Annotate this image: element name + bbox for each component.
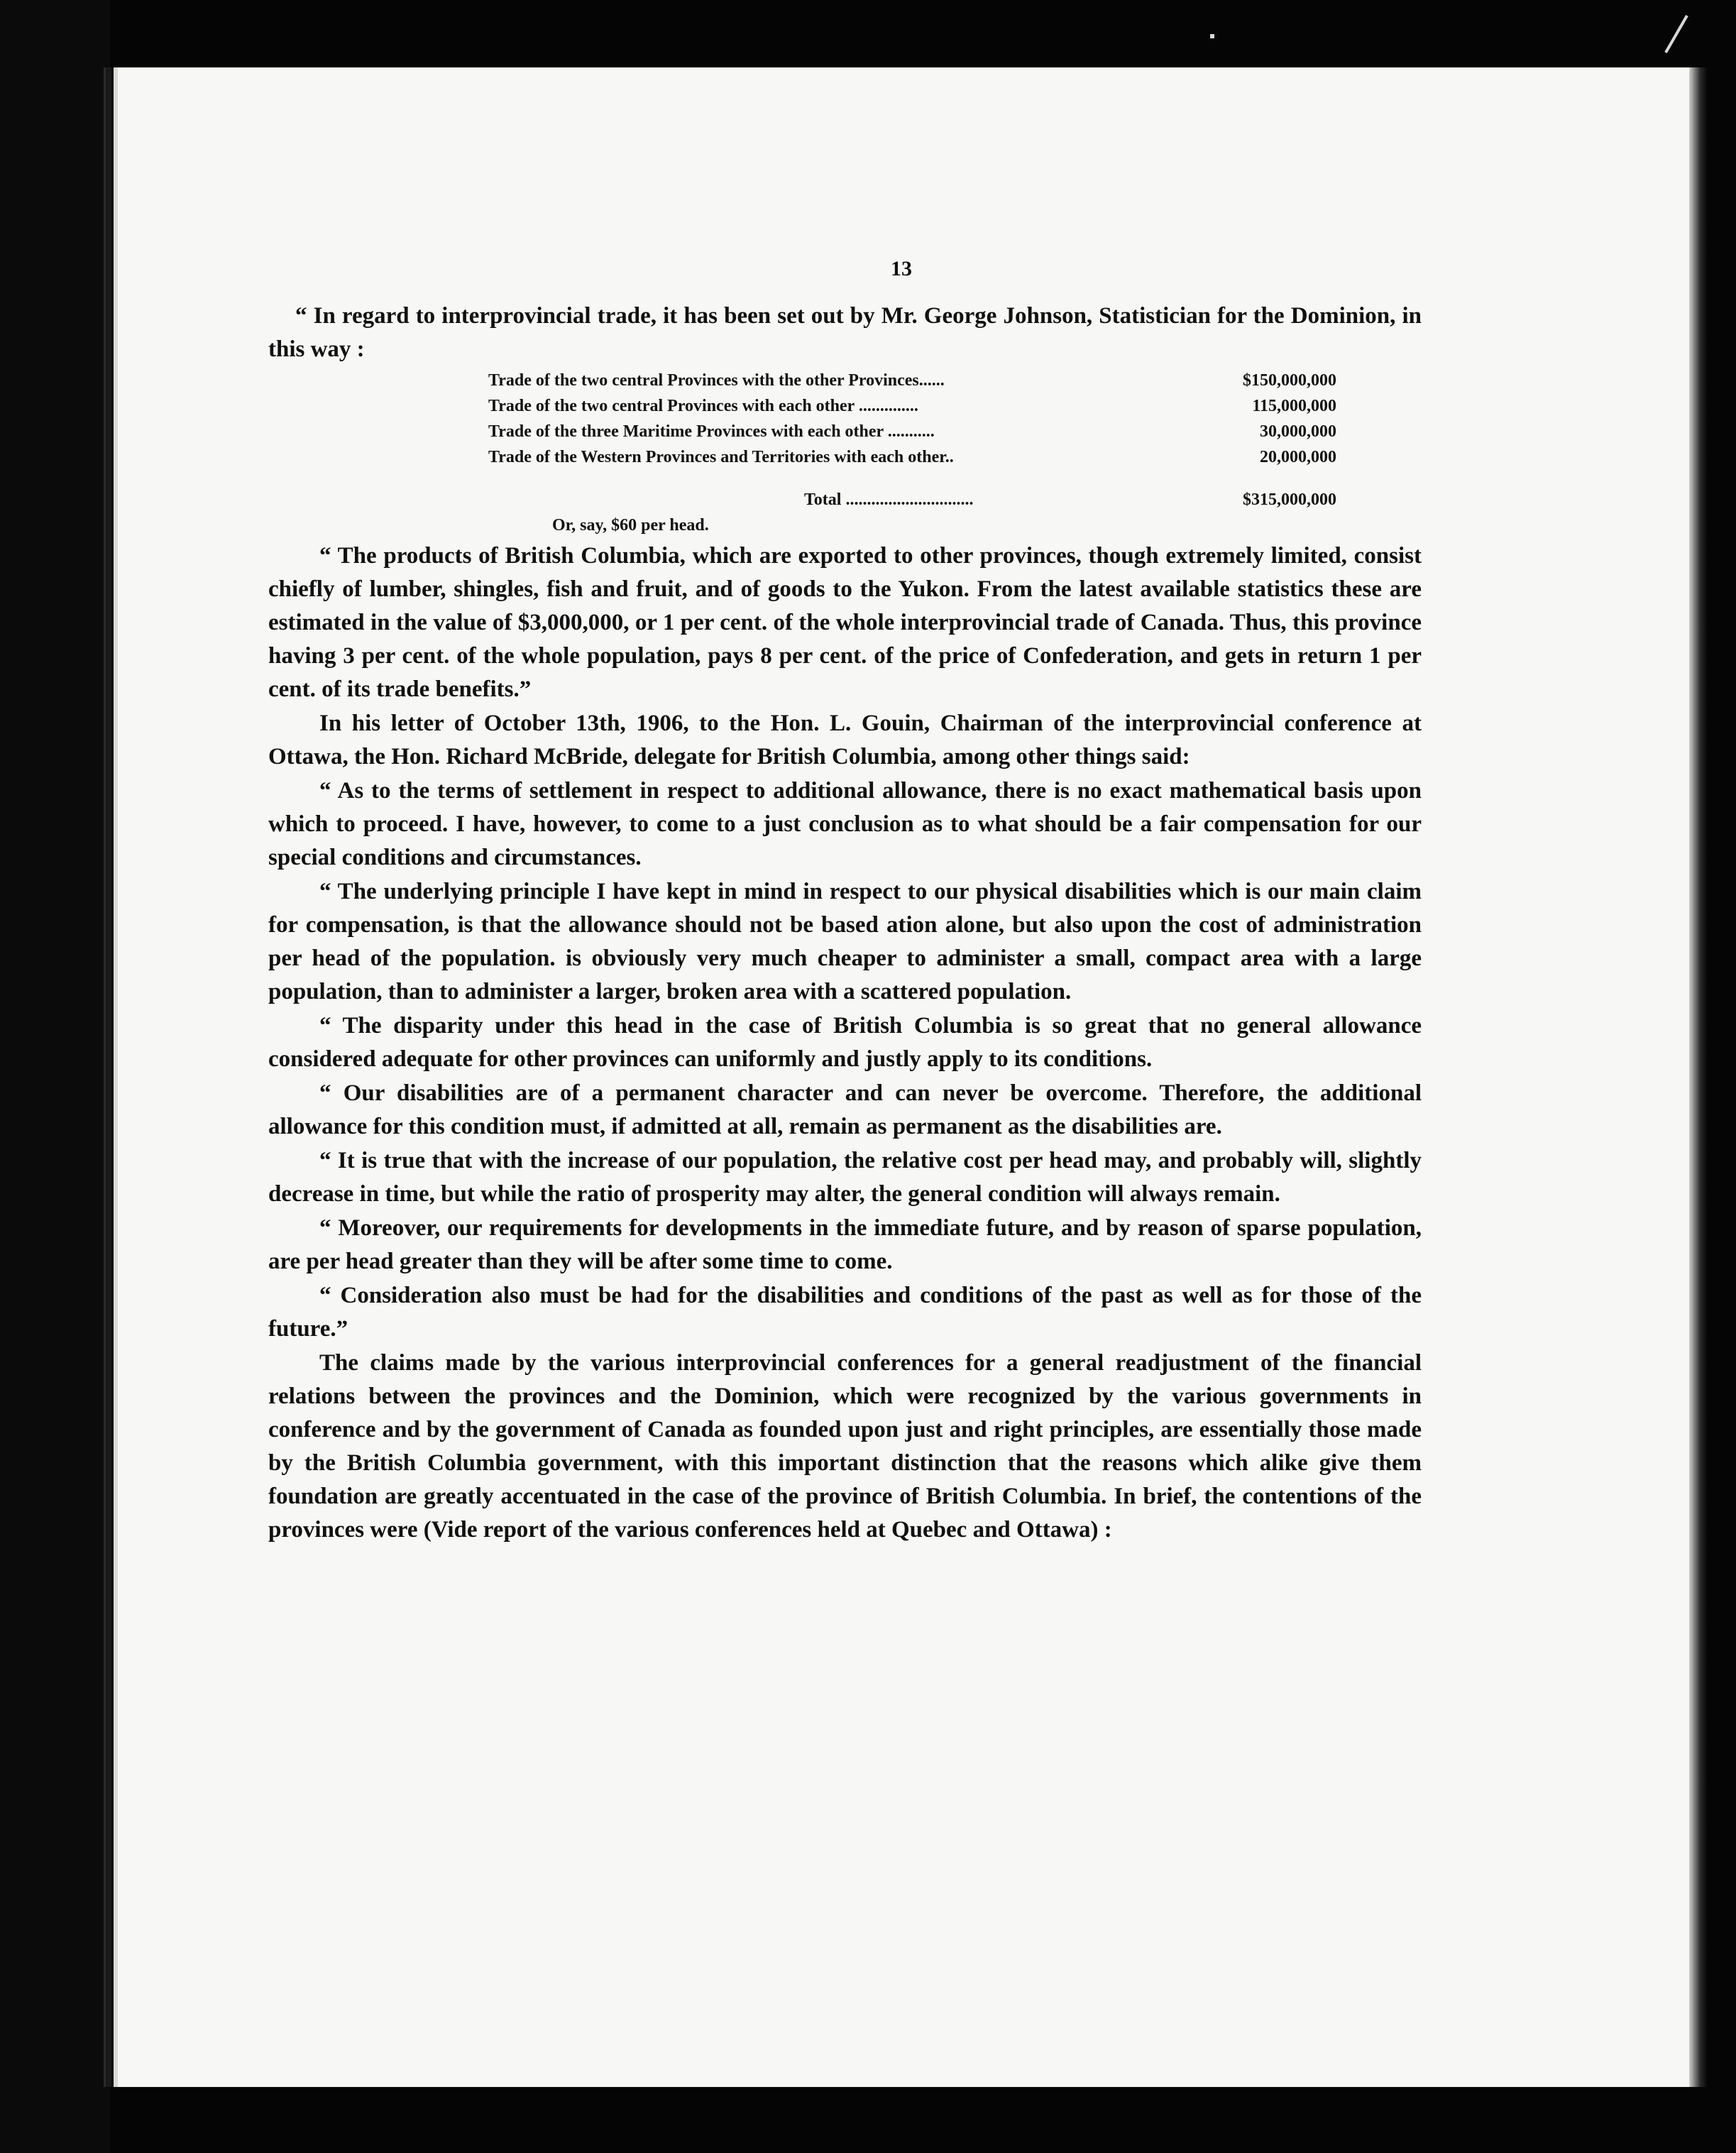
facing-page-edge [104,67,111,2087]
page-number: 13 [891,257,912,280]
per-head-note [552,513,709,538]
trade-row-value: 20,000,000 [1260,448,1336,466]
scan-mark [1664,15,1688,53]
paragraph: “ Consideration also must be had for the disabilities and conditions of the past as well as for those of the future.” [268,1283,1422,1342]
intro-paragraph: “ In regard to interprovincial trade, it has been set out by Mr. George Johnson, Statistician for the Dominion, in this way : [268,303,1422,362]
paragraph: “ It is true that with the increase of our population, the relative cost per head may, and probably will, slightly decrease in time, but while the ratio of prosperity may alter, the general condition will always remain. [268,1148,1422,1207]
trade-row-label: Trade of the three Maritime Provinces with each other ........... [488,422,935,441]
paragraph: “ Our disabilities are of a permanent character and can never be overcome. Therefore, the additional allowance for this condition must, if admitted at all, remain as permanent as the disabilities are. [268,1080,1422,1139]
paragraph: “ Moreover, our requirements for developments in the immediate future, and by reason of sparse population, are per head greater than they will be after some time to come. [268,1215,1422,1274]
scan-mark [1210,34,1214,38]
trade-total-label: Total .............................. [804,491,974,509]
trade-row-value: 30,000,000 [1260,422,1336,441]
trade-row-value: 115,000,000 [1252,397,1336,415]
trade-row-value: $150,000,000 [1243,371,1336,390]
trade-row-label: Trade of the Western Provinces and Territories with each other.. [488,448,954,466]
trade-total-value: $315,000,000 [1243,491,1336,509]
paragraph: In his letter of October 13th, 1906, to the Hon. L. Gouin, Chairman of the interprovincial conference at Ottawa, the Hon. Richard McBride, delegate for British Columbia, among other things said: [268,711,1422,769]
per-head-text: Or, say, $60 per head. [552,516,709,535]
trade-total-row [804,487,1336,513]
body-paragraphs [268,539,1422,1547]
paragraph: “ As to the terms of settlement in respect to additional allowance, there is no exact mathematical basis upon which to proceed. I have, however, to come to a just conclusion as to what should be a fair compensation for our special conditions and circumstances. [268,778,1422,870]
trade-row [488,393,1336,419]
trade-table [268,368,1422,542]
trade-row [488,444,1336,470]
paragraph: “ The products of British Columbia, which are exported to other provinces, though extremely limited, consist chiefly of lumber, shingles, fish and fruit, and of goods to the Yukon. From the latest available statistics these are estimated in the value of $3,000,000, or 1 per cent. of the whole interprovincial trade of Canada. Thus, this province having 3 per cent. of the whole population, pays 8 per cent. of the price of Confederation, and gets in return 1 per cent. of its trade benefits.” [268,543,1422,702]
book-spine [0,0,110,2153]
page-right-edge [1689,67,1708,2087]
paragraph: “ The disparity under this head in the case of British Columbia is so great that no general allowance considered adequate for other provinces can uniformly and justly apply to its conditions. [268,1013,1422,1072]
trade-row-label: Trade of the two central Provinces with each other .............. [488,397,918,415]
trade-row [488,419,1336,444]
trade-row [488,368,1336,393]
paragraph: The claims made by the various interprovincial conferences for a general readjustment of the financial relations between the provinces and the Dominion, which were recognized by the various governments in conference and by the government of Canada as founded upon just and right principles, are essentially those made by the British Columbia government, with this important distinction that the reasons which alike give them foundation are greatly accentuated in the case of the province of British Columbia. In brief, the contentions of the provinces were (Vide report of the various conferences held at Quebec and Ottawa) : [268,1350,1422,1543]
trade-row-label: Trade of the two central Provinces with the other Provinces...... [488,371,945,390]
paragraph: “ The underlying principle I have kept in mind in respect to our physical disabilities which is our main claim for compensation, is that the allowance should not be based ation alone, but also upon the cost of administration per head of the population. is obviously very much cheaper to administer a small, compact area with a large population, than to administer a larger, broken area with a scattered population. [268,879,1422,1004]
